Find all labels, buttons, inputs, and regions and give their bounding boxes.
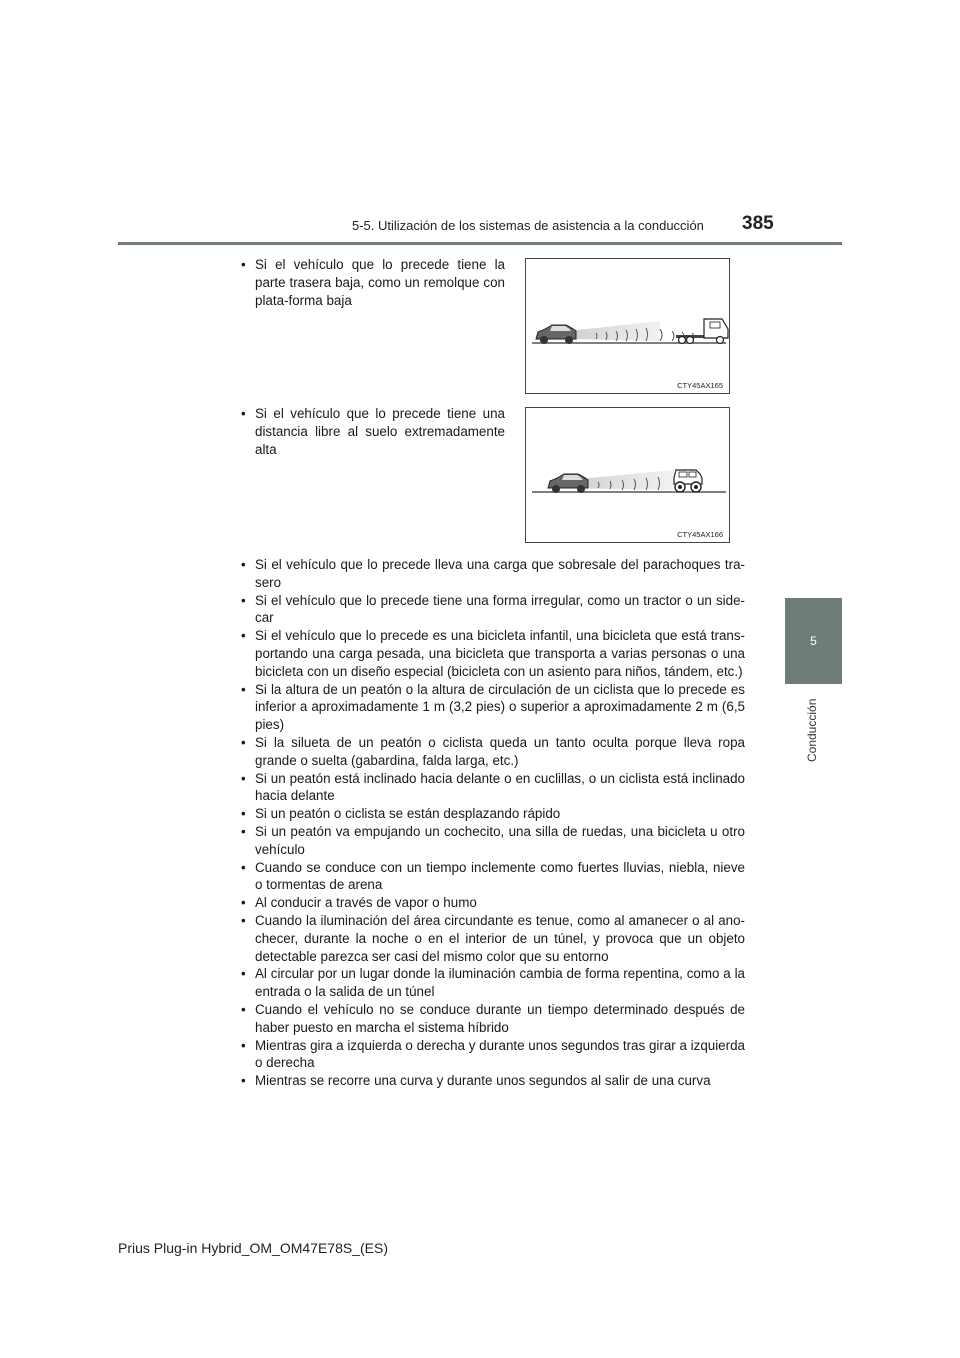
list-item: • Si el vehículo que lo precede lleva una carga que sobresale del parachoques tra-sero xyxy=(237,556,745,592)
list-item: • Cuando el vehículo no se conduce durante un tiempo determinado después de haber puesto en marcha el sistema híbrido xyxy=(237,1001,745,1037)
chapter-tab[interactable] xyxy=(785,598,842,684)
list-item: • Cuando la iluminación del área circundante es tenue, como al amanecer o al ano-checer, durante la noche o en el interior de un túnel, y provoca que un objeto detectable parezca ser casi del mismo color que su entorno xyxy=(237,912,745,965)
list-item: • Cuando se conduce con un tiempo inclemente como fuertes lluvias, niebla, nieve o tormentas de arena xyxy=(237,859,745,895)
chapter-label: Conducción xyxy=(805,698,819,762)
figure-code: CTY45AX165 xyxy=(677,381,723,390)
detection-limitations-list xyxy=(237,556,745,1090)
figure-low-trailer xyxy=(525,258,730,394)
figure-code: CTY45AX166 xyxy=(677,530,723,539)
footer-model-code: Prius Plug-in Hybrid_OM_OM47E78S_(ES) xyxy=(118,1240,388,1256)
car-radar-high-clearance-vehicle-icon xyxy=(526,408,731,544)
list-item: • Si el vehículo que lo precede es una bicicleta infantil, una bicicleta que está trans-portando una carga pesada, una bicicleta que transporta a varias personas o una bicicleta con un diseño especial (bicicleta con un asiento para niños, tándem, etc.) xyxy=(237,627,745,680)
list-item: • Si un peatón está inclinado hacia delante o en cuclillas, o un ciclista está inclinado hacia delante xyxy=(237,770,745,806)
list-item: • Si un peatón o ciclista se están desplazando rápido xyxy=(237,805,745,823)
section-title: 5-5. Utilización de los sistemas de asistencia a la conducción xyxy=(352,218,704,233)
list-item: • Si la silueta de un peatón o ciclista queda un tanto oculta porque lleva ropa grande o suelta (gabardina, falda larga, etc.) xyxy=(237,734,745,770)
figure-high-clearance xyxy=(525,407,730,543)
header-divider xyxy=(118,242,842,245)
figure-bullet-high-clearance: • Si el vehículo que lo precede tiene una distancia libre al suelo extremadamente alta xyxy=(237,405,505,458)
list-item: • Si la altura de un peatón o la altura de circulación de un ciclista que lo precede es inferior a aproximadamente 1 m (3,2 pies) o superior a aproximadamente 2 m (6,5 pies) xyxy=(237,681,745,734)
list-item: • Al conducir a través de vapor o humo xyxy=(237,894,745,912)
list-item: • Mientras gira a izquierda o derecha y durante unos segundos tras girar a izquierda o derecha xyxy=(237,1037,745,1073)
figure-bullet-low-trailer: • Si el vehículo que lo precede tiene la parte trasera baja, como un remolque con plata-forma baja xyxy=(237,256,505,309)
chapter-number: 5 xyxy=(810,634,817,648)
list-item: • Mientras se recorre una curva y durante unos segundos al salir de una curva xyxy=(237,1072,745,1090)
page-number: 385 xyxy=(742,213,774,234)
list-item: • Si el vehículo que lo precede tiene una forma irregular, como un tractor o un side-car xyxy=(237,592,745,628)
list-item: • Al circular por un lugar donde la iluminación cambia de forma repentina, como a la entrada o la salida de un túnel xyxy=(237,965,745,1001)
list-item: • Si un peatón va empujando un cochecito, una silla de ruedas, una bicicleta u otro vehículo xyxy=(237,823,745,859)
car-radar-lowbed-trailer-icon xyxy=(526,259,731,395)
